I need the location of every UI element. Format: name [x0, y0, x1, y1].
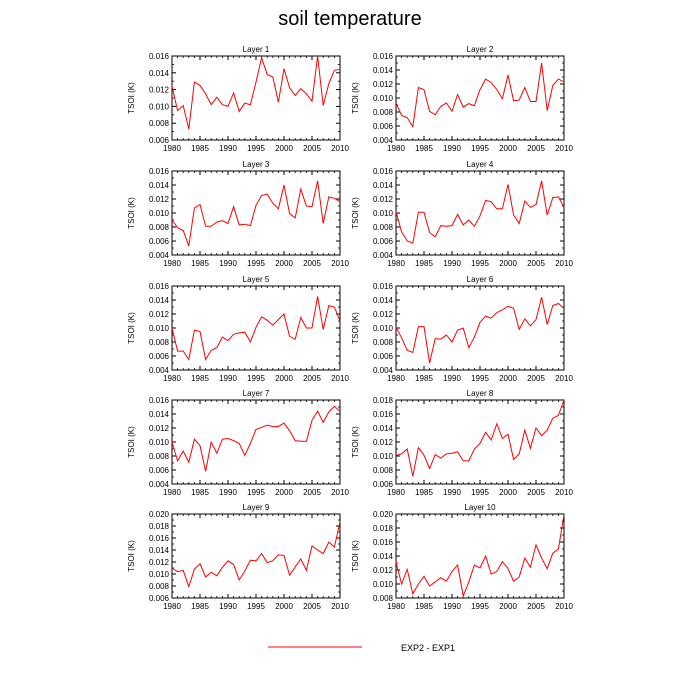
plot-frame [396, 286, 564, 370]
y-tick-label: 0.010 [372, 324, 393, 333]
y-tick-label: 0.010 [148, 570, 169, 579]
x-tick-label: 2005 [303, 259, 321, 268]
x-tick-label: 2000 [499, 602, 517, 611]
x-tick-label: 2000 [499, 488, 517, 497]
y-tick-label: 0.016 [372, 538, 393, 547]
y-tick-label: 0.006 [148, 136, 169, 145]
panel-title: Layer 4 [466, 160, 494, 169]
plot-frame [172, 171, 340, 255]
y-tick-label: 0.008 [372, 594, 393, 603]
panel-title: Layer 1 [242, 45, 270, 54]
y-tick-label: 0.012 [372, 310, 393, 319]
x-tick-label: 2010 [555, 144, 573, 153]
x-tick-label: 1995 [247, 374, 265, 383]
x-tick-label: 2005 [527, 144, 545, 153]
y-tick-label: 0.012 [148, 195, 169, 204]
y-tick-label: 0.008 [148, 119, 169, 129]
series-line [172, 297, 340, 360]
y-tick-label: 0.008 [148, 223, 169, 232]
x-tick-label: 2010 [331, 602, 349, 611]
x-tick-label: 1980 [163, 259, 181, 268]
x-tick-label: 1995 [471, 259, 489, 268]
x-tick-label: 1985 [191, 259, 209, 268]
y-tick-label: 0.014 [148, 296, 169, 305]
x-tick-label: 2010 [331, 488, 349, 497]
x-tick-label: 1985 [415, 488, 433, 497]
y-tick-label: 0.004 [148, 366, 169, 375]
x-tick-label: 1980 [387, 259, 405, 268]
y-tick-label: 0.016 [372, 52, 393, 61]
x-tick-label: 2005 [527, 602, 545, 611]
x-tick-label: 2005 [303, 602, 321, 611]
series-line [396, 63, 564, 127]
y-tick-label: 0.010 [148, 438, 169, 447]
series-line [396, 515, 564, 596]
x-tick-label: 2000 [275, 259, 293, 268]
x-tick-label: 1985 [191, 144, 209, 153]
y-tick-label: 0.016 [372, 282, 393, 291]
x-tick-label: 2010 [555, 602, 573, 611]
y-tick-label: 0.008 [372, 223, 393, 232]
x-tick-label: 1985 [191, 488, 209, 497]
legend-label: EXP2 - EXP1 [401, 643, 456, 653]
y-axis-label: TSOI (K) [127, 426, 136, 458]
x-tick-label: 1980 [163, 488, 181, 497]
x-tick-label: 2005 [527, 374, 545, 383]
x-tick-label: 1995 [247, 602, 265, 611]
x-tick-label: 2010 [331, 374, 349, 383]
x-tick-label: 2000 [275, 144, 293, 153]
panel-title: Layer 6 [466, 275, 494, 284]
y-tick-label: 0.004 [372, 366, 393, 375]
y-tick-label: 0.012 [148, 558, 169, 567]
y-tick-label: 0.016 [148, 282, 169, 291]
y-tick-label: 0.010 [372, 580, 393, 589]
x-tick-label: 1985 [191, 374, 209, 383]
y-tick-label: 0.012 [148, 424, 169, 433]
panel-1 [127, 45, 349, 153]
series-line [396, 181, 564, 243]
y-tick-label: 0.014 [148, 410, 169, 419]
x-tick-label: 1990 [219, 259, 237, 268]
y-tick-label: 0.006 [148, 237, 169, 246]
y-tick-label: 0.020 [148, 510, 169, 519]
y-tick-label: 0.016 [148, 396, 169, 405]
x-tick-label: 2005 [527, 259, 545, 268]
y-tick-label: 0.016 [372, 410, 393, 419]
x-tick-label: 1980 [387, 488, 405, 497]
y-tick-label: 0.006 [372, 352, 393, 361]
x-tick-label: 2000 [275, 374, 293, 383]
x-tick-label: 1980 [163, 374, 181, 383]
x-tick-label: 2010 [555, 259, 573, 268]
y-tick-label: 0.006 [372, 122, 393, 131]
y-tick-label: 0.020 [372, 510, 393, 519]
y-tick-label: 0.016 [148, 52, 169, 61]
x-tick-label: 1985 [415, 144, 433, 153]
y-tick-label: 0.006 [148, 352, 169, 361]
x-tick-label: 1985 [415, 602, 433, 611]
y-tick-label: 0.004 [372, 251, 393, 260]
y-tick-label: 0.004 [148, 480, 169, 489]
y-axis-label: TSOI (K) [351, 426, 360, 458]
y-tick-label: 0.012 [372, 195, 393, 204]
y-tick-label: 0.008 [148, 452, 169, 461]
plot-frame [172, 56, 340, 140]
x-tick-label: 1990 [219, 602, 237, 611]
y-tick-label: 0.016 [372, 167, 393, 176]
x-tick-label: 2010 [331, 259, 349, 268]
y-tick-label: 0.012 [372, 80, 393, 89]
x-tick-label: 1980 [387, 602, 405, 611]
x-tick-label: 2005 [303, 144, 321, 153]
y-tick-label: 0.014 [148, 181, 169, 190]
plot-frame [396, 514, 564, 598]
x-tick-label: 2005 [303, 374, 321, 383]
panel-title: Layer 7 [242, 389, 270, 398]
panel-title: Layer 10 [464, 503, 496, 512]
y-tick-label: 0.010 [148, 209, 169, 218]
x-tick-label: 1995 [471, 144, 489, 153]
series-line [172, 406, 340, 471]
y-tick-label: 0.014 [372, 181, 393, 190]
panel-10 [351, 503, 573, 611]
series-line [172, 56, 340, 129]
x-tick-label: 1990 [443, 259, 461, 268]
y-tick-label: 0.008 [372, 338, 393, 347]
y-tick-label: 0.012 [148, 310, 169, 319]
x-tick-label: 1990 [219, 488, 237, 497]
panel-8 [351, 389, 573, 497]
y-tick-label: 0.014 [372, 66, 393, 75]
y-tick-label: 0.008 [148, 338, 169, 347]
y-tick-label: 0.006 [372, 480, 393, 489]
y-tick-label: 0.006 [148, 594, 169, 603]
x-tick-label: 1990 [443, 374, 461, 383]
x-tick-label: 1995 [247, 144, 265, 153]
y-tick-label: 0.008 [372, 108, 393, 117]
y-tick-label: 0.018 [148, 522, 169, 531]
y-tick-label: 0.012 [372, 438, 393, 447]
panel-4 [351, 160, 573, 268]
y-tick-label: 0.012 [148, 85, 169, 95]
y-tick-label: 0.010 [372, 94, 393, 103]
x-tick-label: 1980 [163, 602, 181, 611]
x-tick-label: 2005 [527, 488, 545, 497]
panel-title: Layer 2 [466, 45, 494, 54]
plot-frame [396, 56, 564, 140]
x-tick-label: 1985 [191, 602, 209, 611]
series-line [172, 181, 340, 246]
x-tick-label: 1995 [471, 602, 489, 611]
panel-title: Layer 3 [242, 160, 270, 169]
y-tick-label: 0.016 [148, 534, 169, 543]
panel-3 [127, 160, 349, 268]
x-tick-label: 1995 [471, 374, 489, 383]
x-tick-label: 2000 [275, 488, 293, 497]
plot-frame [172, 514, 340, 598]
y-tick-label: 0.010 [148, 102, 169, 112]
y-tick-label: 0.014 [148, 546, 169, 555]
x-tick-label: 2000 [275, 602, 293, 611]
y-tick-label: 0.008 [148, 582, 169, 591]
x-tick-label: 1980 [163, 144, 181, 153]
y-axis-label: TSOI (K) [351, 540, 360, 572]
x-tick-label: 1995 [247, 259, 265, 268]
x-tick-label: 1995 [471, 488, 489, 497]
panel-title: Layer 5 [242, 275, 270, 284]
panel-title: Layer 8 [466, 389, 494, 398]
plot-frame [396, 171, 564, 255]
x-tick-label: 2010 [555, 488, 573, 497]
plot-frame [396, 400, 564, 484]
series-line [396, 297, 564, 363]
x-tick-label: 1990 [219, 144, 237, 153]
y-tick-label: 0.004 [372, 136, 393, 145]
y-tick-label: 0.010 [372, 452, 393, 461]
y-tick-label: 0.010 [148, 324, 169, 333]
panel-2 [351, 45, 573, 153]
y-tick-label: 0.018 [372, 524, 393, 533]
x-tick-label: 1995 [247, 488, 265, 497]
y-tick-label: 0.004 [148, 251, 169, 260]
y-tick-label: 0.018 [372, 396, 393, 405]
x-tick-label: 2000 [499, 144, 517, 153]
y-tick-label: 0.014 [372, 296, 393, 305]
y-axis-label: TSOI (K) [351, 82, 360, 114]
x-tick-label: 1980 [387, 144, 405, 153]
x-tick-label: 1985 [415, 259, 433, 268]
y-tick-label: 0.016 [148, 167, 169, 176]
y-axis-label: TSOI (K) [127, 312, 136, 344]
series-line [172, 522, 340, 587]
x-tick-label: 2000 [499, 259, 517, 268]
series-line [396, 400, 564, 476]
y-axis-label: TSOI (K) [351, 312, 360, 344]
x-tick-label: 2010 [555, 374, 573, 383]
x-tick-label: 2005 [303, 488, 321, 497]
y-axis-label: TSOI (K) [127, 540, 136, 572]
x-tick-label: 1990 [219, 374, 237, 383]
y-tick-label: 0.014 [372, 552, 393, 561]
x-tick-label: 2000 [499, 374, 517, 383]
y-tick-label: 0.012 [372, 566, 393, 575]
y-tick-label: 0.006 [372, 237, 393, 246]
y-tick-label: 0.006 [148, 466, 169, 475]
y-axis-label: TSOI (K) [127, 82, 136, 114]
y-tick-label: 0.014 [372, 424, 393, 433]
panel-6 [351, 275, 573, 383]
x-tick-label: 1990 [443, 602, 461, 611]
x-tick-label: 1990 [443, 488, 461, 497]
x-tick-label: 1990 [443, 144, 461, 153]
x-tick-label: 2010 [331, 144, 349, 153]
x-tick-label: 1985 [415, 374, 433, 383]
panel-9 [127, 503, 349, 611]
panel-7 [127, 389, 349, 497]
panel-title: Layer 9 [242, 503, 270, 512]
y-axis-label: TSOI (K) [127, 197, 136, 229]
y-axis-label: TSOI (K) [351, 197, 360, 229]
panel-5 [127, 275, 349, 383]
y-tick-label: 0.010 [372, 209, 393, 218]
y-tick-label: 0.008 [372, 466, 393, 475]
chart-title: soil temperature [278, 8, 422, 30]
x-tick-label: 1980 [387, 374, 405, 383]
y-tick-label: 0.014 [148, 68, 169, 78]
